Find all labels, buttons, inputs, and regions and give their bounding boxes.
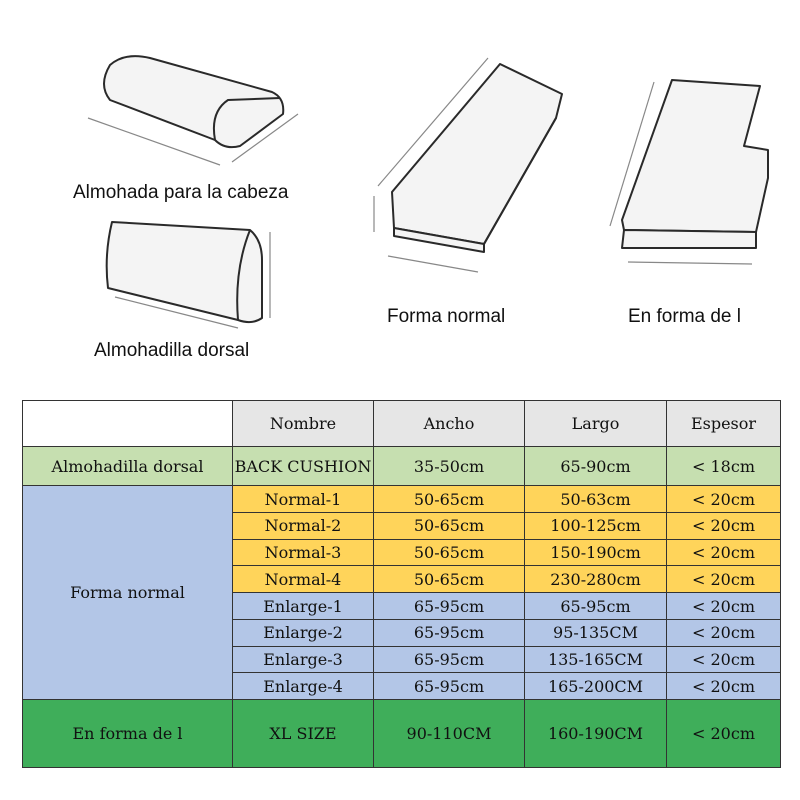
cell-width: 50-65cm: [374, 486, 525, 513]
cell-name: BACK CUSHION: [233, 447, 374, 486]
header-length: Largo: [525, 401, 667, 447]
header-name: Nombre: [233, 401, 374, 447]
cell-width: 35-50cm: [374, 447, 525, 486]
group-back-cushion: Almohadilla dorsal: [23, 447, 233, 486]
cell-width: 50-65cm: [374, 539, 525, 566]
header-width: Ancho: [374, 401, 525, 447]
group-l-shape: En forma de l: [23, 700, 233, 768]
cell-thickness: < 20cm: [667, 593, 781, 620]
group-normal-shape: Forma normal: [23, 486, 233, 700]
cell-length: 135-165CM: [525, 646, 667, 673]
cell-name: Enlarge-1: [233, 593, 374, 620]
cell-thickness: < 20cm: [667, 513, 781, 540]
cell-thickness: < 20cm: [667, 619, 781, 646]
table-row-xl: [23, 700, 781, 768]
cell-name: XL SIZE: [233, 700, 374, 768]
cell-thickness: < 20cm: [667, 566, 781, 593]
cell-width: 90-110CM: [374, 700, 525, 768]
cell-length: 65-90cm: [525, 447, 667, 486]
cell-thickness: < 20cm: [667, 539, 781, 566]
cell-thickness: < 20cm: [667, 700, 781, 768]
cell-thickness: < 20cm: [667, 673, 781, 700]
cell-thickness: < 18cm: [667, 447, 781, 486]
cell-length: 65-95cm: [525, 593, 667, 620]
normal-shape-drawing: [374, 58, 562, 272]
cell-width: 65-95cm: [374, 619, 525, 646]
cell-length: 165-200CM: [525, 673, 667, 700]
cell-length: 150-190cm: [525, 539, 667, 566]
cell-name: Enlarge-3: [233, 646, 374, 673]
header-thickness: Espesor: [667, 401, 781, 447]
caption-l-shape: En forma de l: [628, 306, 741, 327]
table-row: [23, 486, 781, 513]
cell-width: 65-95cm: [374, 593, 525, 620]
cell-name: Normal-2: [233, 513, 374, 540]
head-pillow-drawing: [88, 56, 298, 165]
cell-length: 95-135CM: [525, 619, 667, 646]
cell-length: 100-125cm: [525, 513, 667, 540]
caption-back-cushion: Almohadilla dorsal: [94, 340, 250, 361]
caption-normal-shape: Forma normal: [387, 306, 506, 327]
table-row-back-cushion: [23, 447, 781, 486]
caption-head-pillow: Almohada para la cabeza: [73, 182, 289, 203]
cell-width: 65-95cm: [374, 646, 525, 673]
cell-name: Normal-1: [233, 486, 374, 513]
header-empty: [23, 401, 233, 447]
table-header-row: [23, 401, 781, 447]
cell-width: 50-65cm: [374, 513, 525, 540]
cell-name: Enlarge-2: [233, 619, 374, 646]
cell-thickness: < 20cm: [667, 486, 781, 513]
cell-name: Normal-4: [233, 566, 374, 593]
l-shape-drawing: [610, 80, 768, 264]
cell-thickness: < 20cm: [667, 646, 781, 673]
cell-name: Enlarge-4: [233, 673, 374, 700]
size-table: [22, 400, 781, 768]
cell-length: 160-190CM: [525, 700, 667, 768]
cell-name: Normal-3: [233, 539, 374, 566]
cell-length: 230-280cm: [525, 566, 667, 593]
back-cushion-drawing: [107, 222, 270, 328]
cell-width: 50-65cm: [374, 566, 525, 593]
cell-length: 50-63cm: [525, 486, 667, 513]
cell-width: 65-95cm: [374, 673, 525, 700]
